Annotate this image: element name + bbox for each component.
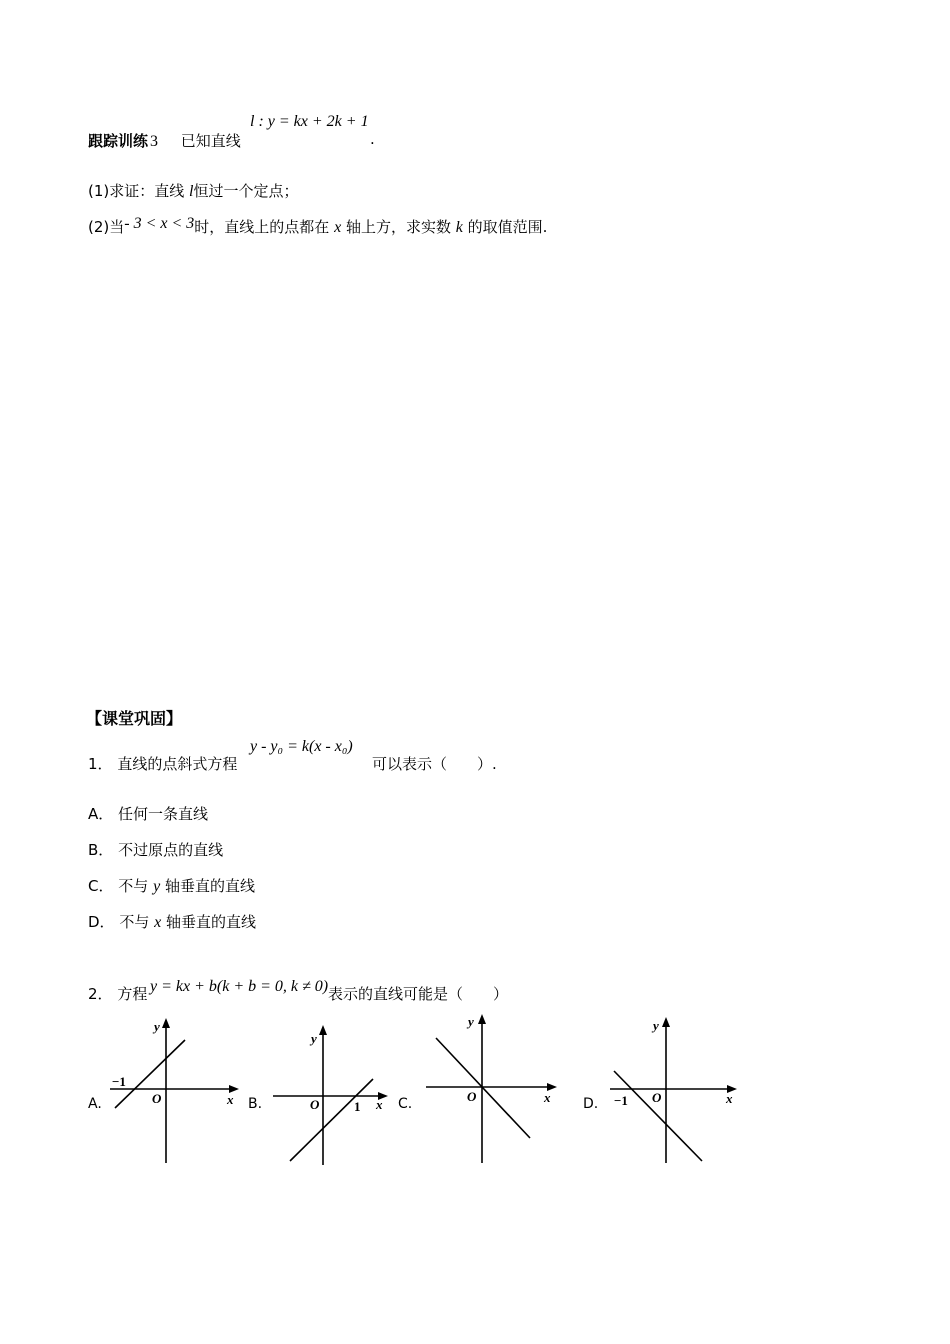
part-2 <box>88 216 547 237</box>
figure-b <box>268 1025 398 1170</box>
option-var: x <box>154 914 162 931</box>
y-axis-label: y <box>653 1018 659 1033</box>
origin-label: O <box>652 1090 662 1105</box>
q2-formula: y = kx + b(k + b = 0, k ≠ 0) <box>150 978 329 995</box>
figure-d <box>606 1013 746 1168</box>
part2-formula: - 3 < x < 3 <box>124 215 195 232</box>
y-arrow-icon <box>162 1018 170 1028</box>
q1-option-c <box>88 875 255 896</box>
q1-prefix: 直线的点斜式方程 <box>117 755 238 773</box>
consolidation-heading: 【课堂巩固】 <box>86 709 183 728</box>
q1-option-d <box>88 911 256 932</box>
part2-mid2: 轴上方，求实数 <box>345 218 451 236</box>
practice-intro: 已知直线 <box>180 132 241 150</box>
part2-suffix: 的取值范围. <box>467 218 548 236</box>
q2-prefix: 方程 <box>117 985 148 1003</box>
origin-label: O <box>152 1091 162 1106</box>
origin-label: O <box>310 1097 320 1112</box>
graph-line <box>290 1079 373 1161</box>
option-text-post: 轴垂直的直线 <box>166 913 257 931</box>
practice-label: 跟踪训练 <box>88 132 149 150</box>
option-text: 不过原点的直线 <box>118 841 224 859</box>
option-letter: B． <box>88 841 114 859</box>
figure-c-letter: C. <box>398 1096 413 1112</box>
practice-formula: l : y = kx + 2k + 1 <box>250 113 369 130</box>
option-letter: C． <box>88 877 114 895</box>
tick-label: −1 <box>614 1093 628 1108</box>
option-text: 任何一条直线 <box>118 805 209 823</box>
part2-var-k: k <box>455 219 463 236</box>
figure-a <box>105 1018 245 1168</box>
q1-stem <box>88 753 237 774</box>
x-axis-label: x <box>376 1097 383 1112</box>
y-arrow-icon <box>478 1014 486 1024</box>
x-axis-label: x <box>726 1091 733 1106</box>
y-arrow-icon <box>319 1025 327 1035</box>
figure-a-letter: A. <box>88 1096 102 1112</box>
part1-suffix: 恒过一个定点； <box>193 182 299 200</box>
part1-var: l <box>189 183 194 200</box>
y-axis-label: y <box>468 1014 474 1029</box>
part2-mid1: 时，直线上的点都在 <box>194 218 330 236</box>
q2-suffix: 表示的直线可能是（ ） <box>328 985 509 1003</box>
option-text-pre: 不与 <box>118 877 149 895</box>
y-axis-label: y <box>154 1019 160 1034</box>
tick-label: 1 <box>354 1099 361 1114</box>
figure-d-letter: D. <box>583 1096 599 1112</box>
q1-formula: y - y₀ = k(x - x₀) <box>250 738 353 755</box>
q1-option-a <box>88 803 208 824</box>
option-text-pre: 不与 <box>119 913 150 931</box>
practice-3-heading <box>88 130 241 151</box>
practice-period: . <box>370 130 375 148</box>
q1-option-b <box>88 839 223 860</box>
q2-number: 2． <box>88 985 113 1003</box>
origin-label: O <box>467 1089 477 1104</box>
part2-prefix: (2)当 <box>88 218 125 236</box>
q1-number: 1． <box>88 755 113 773</box>
figure-b-letter: B. <box>248 1096 263 1112</box>
option-letter: D． <box>88 913 115 931</box>
practice-number: 3 <box>150 133 159 150</box>
x-axis-label: x <box>544 1090 551 1105</box>
tick-label: −1 <box>112 1074 126 1089</box>
graph-line <box>614 1071 702 1161</box>
x-axis-label: x <box>227 1092 234 1107</box>
y-arrow-icon <box>662 1017 670 1027</box>
part-1 <box>88 180 299 201</box>
q2-stem <box>88 983 147 1004</box>
y-axis-label: y <box>311 1031 317 1046</box>
part1-prefix: (1)求证：直线 <box>88 182 185 200</box>
graph-line <box>436 1038 530 1138</box>
option-var: y <box>153 878 161 895</box>
q1-suffix: 可以表示（ ）. <box>372 755 497 773</box>
part2-var-x: x <box>334 219 342 236</box>
figure-c <box>422 1010 572 1168</box>
option-text-post: 轴垂直的直线 <box>164 877 255 895</box>
option-letter: A． <box>88 805 114 823</box>
